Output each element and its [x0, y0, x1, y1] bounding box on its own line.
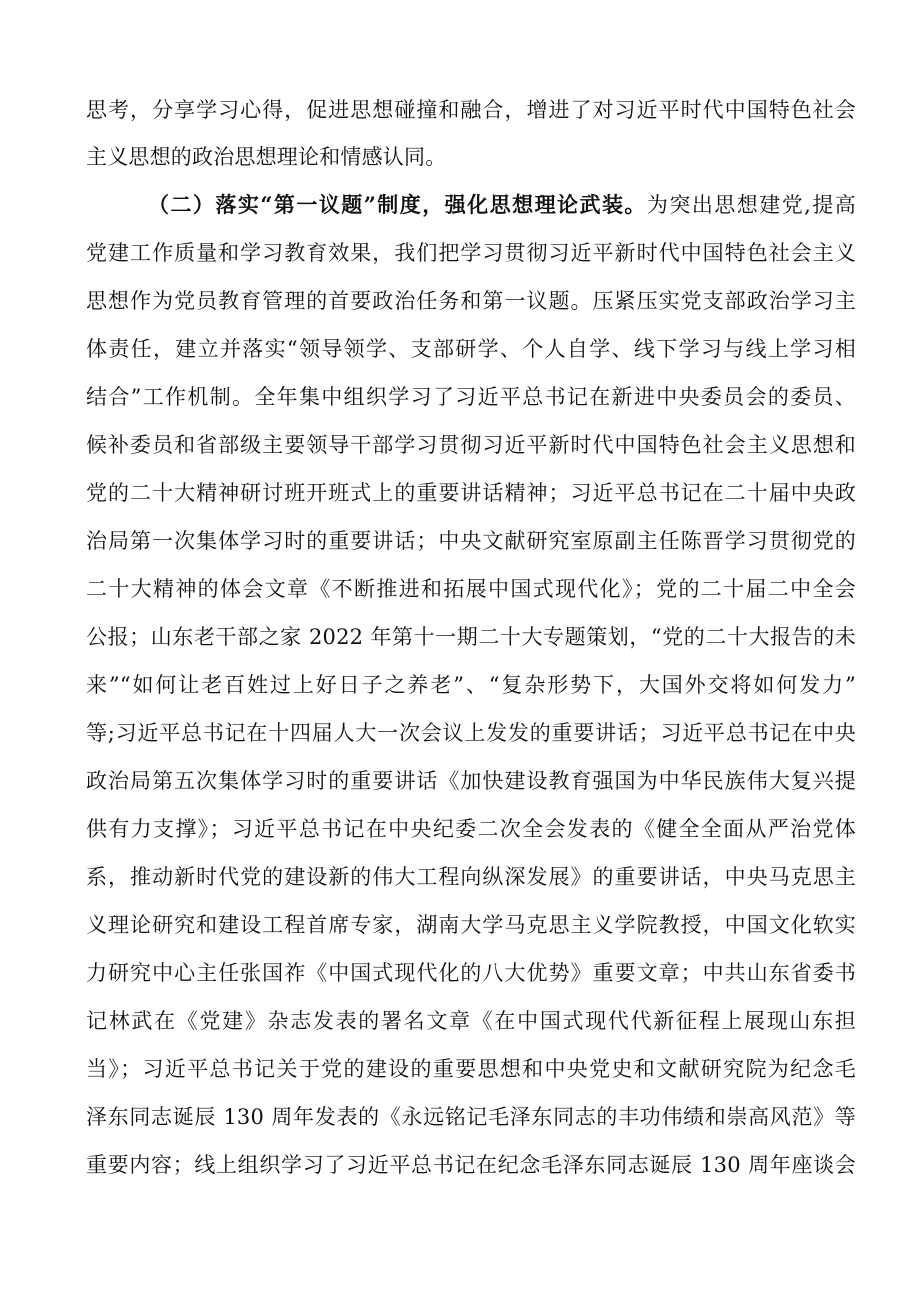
section-heading: （二）落实“第一议题”制度，强化思想理论武装。	[148, 193, 647, 217]
section-heading-continuation: 为突出思想建党,提高	[646, 193, 856, 217]
body-text-line: 思想作为党员教育管理的首要政治任务和第一议题。压紧压实党支部政治学习主	[86, 289, 856, 313]
body-text-line: 治局第一次集体学习时的重要讲话；中央文献研究室原副主任陈晋学习贯彻党的	[86, 529, 856, 553]
body-text-line: 力研究中心主任张国祚《中国式现代化的八大优势》重要文章；中共山东省委书	[86, 961, 856, 985]
body-text-line: 公报；山东老干部之家 2022 年第十一期二十大专题策划，“党的二十大报告的未	[86, 625, 856, 649]
body-text-line: 二十大精神的体会文章《不断推进和拓展中国式现代化》；党的二十届二中全会	[86, 577, 856, 601]
body-text-line: 体责任，建立并落实“领导领学、支部研学、个人自学、线下学习与线上学习相	[86, 337, 856, 361]
body-text-line: 等;习近平总书记在十四届人大一次会议上发发的重要讲话；习近平总书记在中央	[86, 721, 856, 745]
body-text-line: 系，推动新时代党的建设新的伟大工程向纵深发展》的重要讲话，中央马克思主	[86, 865, 856, 889]
body-text-line: 主义思想的政治思想理论和情感认同。	[86, 145, 447, 169]
body-text-line: 来”“如何让老百姓过上好日子之养老”、“复杂形势下，大国外交将如何发力”	[86, 673, 856, 697]
section-heading-line	[148, 193, 856, 217]
body-text-line: 结合”工作机制。全年集中组织学习了习近平总书记在新进中央委员会的委员、	[86, 385, 856, 409]
body-text-line: 当》；习近平总书记关于党的建设的重要思想和中央党史和文献研究院为纪念毛	[86, 1057, 856, 1081]
body-text-line: 候补委员和省部级主要领导干部学习贯彻习近平新时代中国特色社会主义思想和	[86, 433, 856, 457]
body-text-line: 泽东同志诞辰 130 周年发表的《永远铭记毛泽东同志的丰功伟绩和崇高风范》等	[86, 1105, 856, 1129]
body-text-line: 记林武在《党建》杂志发表的署名文章《在中国式现代代新征程上展现山东担	[86, 1009, 856, 1033]
body-text-line: 党建工作质量和学习教育效果，我们把学习贯彻习近平新时代中国特色社会主义	[86, 241, 856, 265]
body-text-line: 重要内容；线上组织学习了习近平总书记在纪念毛泽东同志诞辰 130 周年座谈会	[86, 1153, 856, 1177]
body-text-line: 思考，分享学习心得，促进思想碰撞和融合，增进了对习近平时代中国特色社会	[86, 98, 856, 122]
body-text-line: 供有力支撑》；习近平总书记在中央纪委二次全会发表的《健全全面从严治党体	[86, 817, 856, 841]
body-text-line: 政治局第五次集体学习时的重要讲话《加快建设教育强国为中华民族伟大复兴提	[86, 769, 856, 793]
body-text-line: 党的二十大精神研讨班开班式上的重要讲话精神；习近平总书记在二十届中央政	[86, 481, 856, 505]
body-text-line: 义理论研究和建设工程首席专家，湖南大学马克思主义学院教授，中国文化软实	[86, 913, 856, 937]
